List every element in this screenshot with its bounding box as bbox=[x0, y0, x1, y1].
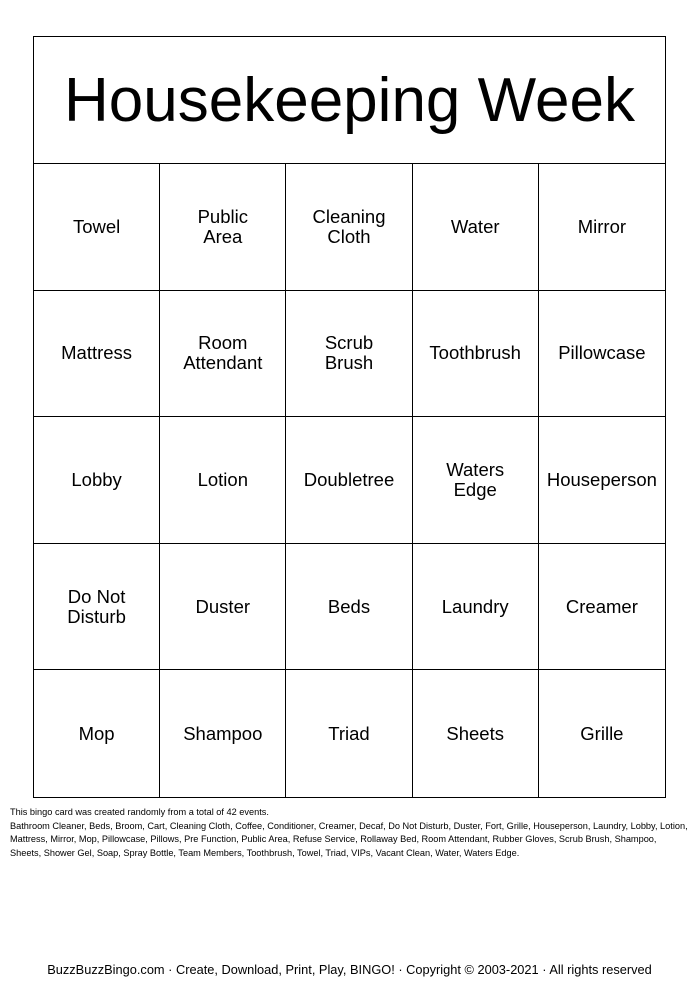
bingo-grid bbox=[34, 164, 665, 797]
bingo-cell: Creamer bbox=[539, 544, 665, 671]
bingo-cell: Water bbox=[413, 164, 539, 291]
bingo-cell: Do Not Disturb bbox=[34, 544, 160, 671]
card-title: Housekeeping Week bbox=[34, 37, 665, 164]
bingo-cell: Towel bbox=[34, 164, 160, 291]
bingo-cell: Mirror bbox=[539, 164, 665, 291]
bingo-card bbox=[33, 36, 666, 798]
events-list: Bathroom Cleaner, Beds, Broom, Cart, Cleaning Cloth, Coffee, Conditioner, Creamer, Decaf, Do Not Disturb, Duster, Fort, Grille, Houseperson, Laundry, Lobby, Lotion, Mattress, Mirror, Mop, Pillowcase, Pillows, Pre Function, Public Area, Refuse Service, Rollaway Bed, Room Attendant, Rubber Gloves, Scrub Brush, Shampoo, Sheets, Shower Gel, Soap, Spray Bottle, Team Members, Toothbrush, Towel, Triad, VIPs, Vacant Clean, Water, Waters Edge. bbox=[10, 820, 688, 858]
bingo-cell: Beds bbox=[286, 544, 412, 671]
bingo-cell: Grille bbox=[580, 722, 624, 744]
bingo-cell: Duster bbox=[160, 544, 286, 671]
info-summary: This bingo card was created randomly from a total of 42 events. bbox=[10, 807, 269, 817]
site-footer: BuzzBuzzBingo.com · Create, Download, Print, Play, BINGO! · Copyright © 2003-2021 · All rights reserved bbox=[47, 962, 652, 977]
bingo-cell: Mop bbox=[34, 670, 160, 797]
bingo-cell: Doubletree bbox=[286, 417, 412, 544]
bingo-cell: Waters Edge bbox=[413, 417, 539, 544]
bingo-cell: Toothbrush bbox=[413, 291, 539, 418]
bingo-cell: Houseperson bbox=[539, 417, 665, 544]
bingo-cell: Triad bbox=[286, 670, 412, 797]
bingo-cell: Mattress bbox=[34, 291, 160, 418]
bingo-cell: Laundry bbox=[413, 544, 539, 671]
bingo-cell: Lobby bbox=[34, 417, 160, 544]
bingo-cell: Scrub Brush bbox=[286, 291, 412, 418]
bingo-cell: Cleaning Cloth bbox=[286, 164, 412, 291]
bingo-cell: Pillowcase bbox=[539, 291, 665, 418]
bingo-cell: Sheets bbox=[413, 670, 539, 797]
bingo-cell: Public Area bbox=[160, 164, 286, 291]
card-info bbox=[10, 806, 690, 860]
bingo-cell: Lotion bbox=[160, 417, 286, 544]
bingo-cell: Shampoo bbox=[160, 670, 286, 797]
bingo-cell: Room Attendant bbox=[160, 291, 286, 418]
